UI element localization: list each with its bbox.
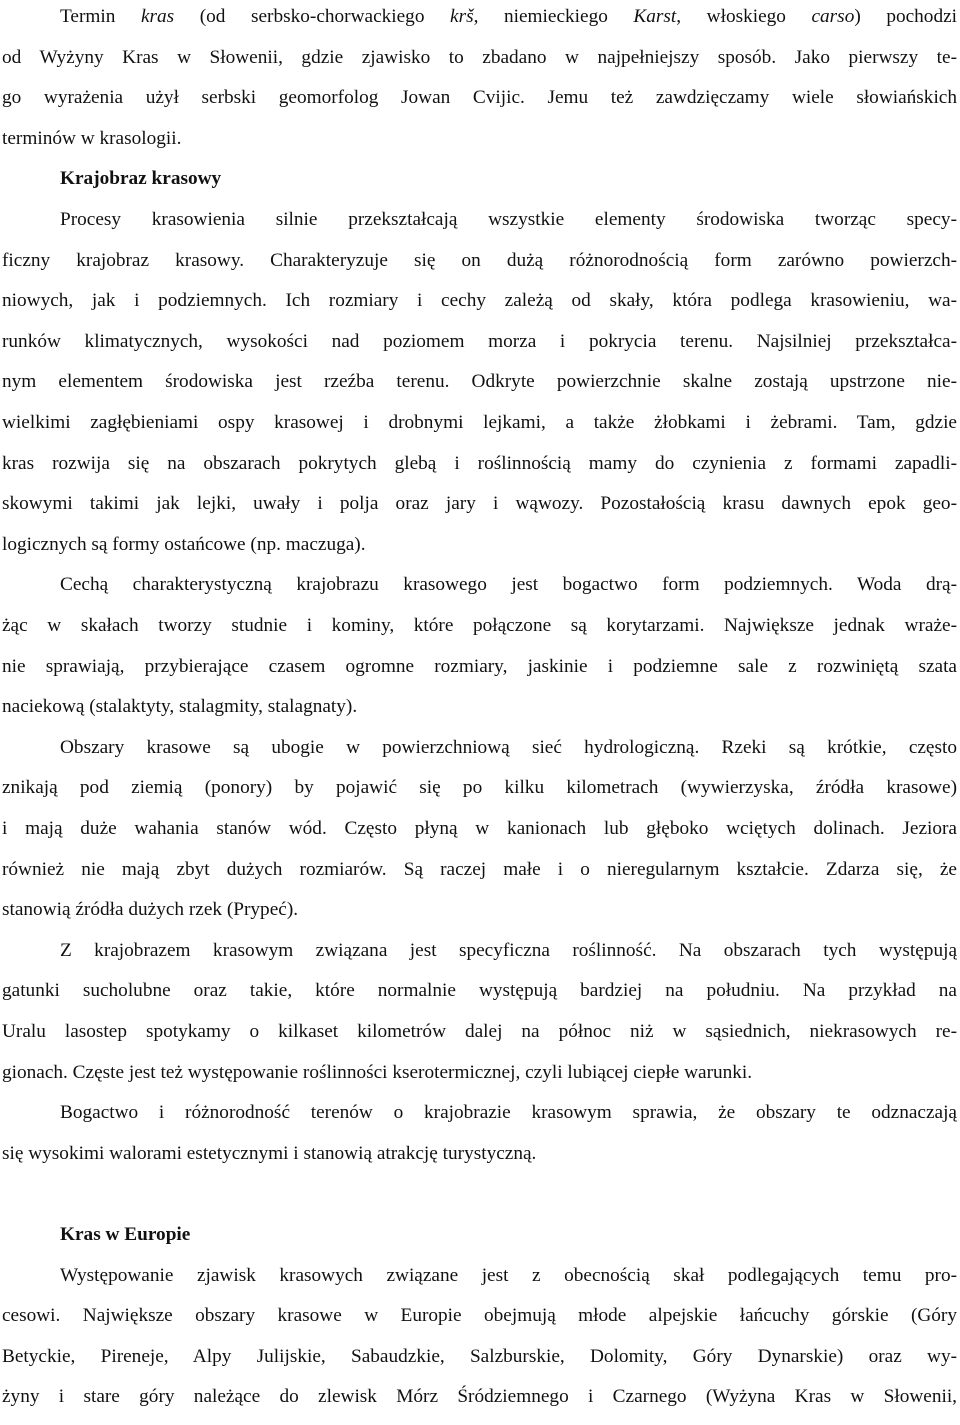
text-run: Z krajobrazem krasowym związana jest specyficzna roślinność. Na obszarach tych występują xyxy=(60,939,957,961)
text-run: znikają pod ziemią (ponory) by pojawić się po kilku kilometrach (wywierzyska, źródła krasowe) xyxy=(2,777,957,799)
text-run: od Wyżyny Kras w Słowenii, gdzie zjawisko to zbadano w najpełniejszy sposób. Jako pierwszy te- xyxy=(2,46,957,68)
text-run: wielkimi zagłębieniami ospy krasowej i drobnymi lejkami, a także żłobkami i żebrami. Tam, gdzie xyxy=(2,412,957,433)
italic-term: carso xyxy=(811,6,855,27)
text-line xyxy=(2,1299,957,1333)
text-line xyxy=(2,1380,957,1414)
text-run: żąc w skałach tworzy studnie i kominy, które połączone są korytarzami. Największe jednak wraże- xyxy=(2,615,957,636)
text-run: nym elementem środowiska jest rzeźba terenu. Odkryte powierzchnie skalne zostają upstrzone nie- xyxy=(2,371,957,393)
text-run: gionach. Częste jest też występowanie roślinności kserotermicznej, czyli lubiącej ciepłe warunki. xyxy=(2,1061,753,1083)
text-line xyxy=(2,325,957,359)
section-heading xyxy=(60,162,957,196)
italic-term: krš xyxy=(450,6,474,27)
text-line xyxy=(2,41,957,75)
text-run: ) pochodzi xyxy=(854,6,957,27)
text-line xyxy=(2,1015,957,1049)
text-line xyxy=(2,812,957,846)
italic-term: kras xyxy=(140,6,175,27)
text-run: ficzny krajobraz krasowy. Charakteryzuje się on dużą różnorodnością form zarówno powierzch- xyxy=(2,249,957,271)
text-run: nie sprawiają, przybierające czasem ogromne rozmiary, jaskinie i podziemne sale z rozwiniętą szata xyxy=(2,655,957,677)
text-run: Bogactwo i różnorodność terenów o krajobrazie krasowym sprawia, że obszary te odznaczają xyxy=(60,1102,957,1124)
text-run: Procesy krasowienia silnie przekształcają wszystkie elementy środowiska tworząc specy- xyxy=(60,209,957,230)
text-line xyxy=(60,1096,957,1130)
text-run: Występowanie zjawisk krasowych związane jest z obecnością skał podlegających temu pro- xyxy=(60,1264,957,1286)
text-run: niowych, jak i podziemnych. Ich rozmiary i cechy zależą od skały, która podlega krasowieniu, wa- xyxy=(2,290,957,312)
text-line xyxy=(60,203,957,237)
text-line xyxy=(2,690,957,724)
text-line xyxy=(2,650,957,684)
section-heading xyxy=(60,1218,957,1252)
text-run: terminów w krasologii. xyxy=(2,127,182,149)
text-run: , niemieckiego xyxy=(473,6,634,27)
text-line xyxy=(2,244,957,278)
text-line xyxy=(2,122,957,156)
text-line xyxy=(2,1056,957,1090)
text-run: go wyrażenia użył serbski geomorfolog Jowan Cvijic. Jemu też zawdzięczamy wiele słowiańskich xyxy=(2,87,957,109)
text-run: gatunki sucholubne oraz takie, które normalnie występują bardziej na południu. Na przykład na xyxy=(2,980,957,1002)
text-run: Uralu lasostep spotykamy o kilkaset kilometrów dalej na północ niż w sąsiednich, niekrasowych re- xyxy=(2,1021,957,1042)
text-line xyxy=(60,568,957,602)
text-run: Krajobraz krasowy xyxy=(60,168,222,190)
text-line xyxy=(2,974,957,1008)
text-line xyxy=(2,893,957,927)
text-line xyxy=(2,81,957,115)
text-run: i mają duże wahania stanów wód. Często płyną w kanionach lub głęboko wciętych dolinach. Jeziora xyxy=(2,818,957,839)
text-run: , włoskiego xyxy=(676,6,812,27)
text-run: Cechą charakterystyczną krajobrazu krasowego jest bogactwo form podziemnych. Woda drą- xyxy=(60,574,957,596)
text-line xyxy=(60,1259,957,1293)
text-line xyxy=(2,853,957,887)
text-line xyxy=(60,0,957,34)
text-line xyxy=(2,487,957,521)
text-run: runków klimatycznych, wysokości nad poziomem morza i pokrycia terenu. Najsilniej przekształca- xyxy=(2,330,957,352)
italic-term: Karst xyxy=(633,6,677,27)
text-run: się wysokimi walorami estetycznymi i stanowią atrakcję turystyczną. xyxy=(2,1142,537,1164)
text-run: logicznych są formy ostańcowe (np. maczuga). xyxy=(2,533,366,555)
text-run: naciekową (stalaktyty, stalagmity, stalagnaty). xyxy=(2,696,358,718)
text-run: Kras w Europie xyxy=(60,1224,191,1245)
text-run: żyny i stare góry należące do zlewisk Mórz Śródziemnego i Czarnego (Wyżyna Kras w Słowenii, xyxy=(2,1386,957,1408)
text-line xyxy=(2,1137,957,1171)
text-line xyxy=(2,406,957,440)
text-line xyxy=(60,934,957,968)
text-line xyxy=(2,771,957,805)
text-line xyxy=(60,731,957,765)
text-line xyxy=(2,365,957,399)
text-run: również nie mają zbyt dużych rozmiarów. Są raczej małe i o nieregularnym kształcie. Zdarza się, że xyxy=(2,858,957,880)
text-run: cesowi. Największe obszary krasowe w Europie obejmują młode alpejskie łańcuchy górskie (Góry xyxy=(2,1305,957,1327)
text-run: Obszary krasowe są ubogie w powierzchniową sieć hydrologiczną. Rzeki są krótkie, często xyxy=(60,736,957,758)
text-run: Termin xyxy=(60,6,141,27)
text-run: kras rozwija się na obszarach pokrytych glebą i roślinnością mamy do czynienia z formami zapadli- xyxy=(2,452,957,474)
text-line xyxy=(2,1340,957,1374)
text-line xyxy=(2,284,957,318)
text-line xyxy=(2,447,957,481)
text-run: (od serbsko-chorwackiego xyxy=(174,6,451,27)
text-run: skowymi takimi jak lejki, uwały i polja oraz jary i wąwozy. Pozostałością krasu dawnych epok geo- xyxy=(2,493,957,515)
text-line xyxy=(2,528,957,562)
text-run: Betyckie, Pireneje, Alpy Julijskie, Sabaudzkie, Salzburskie, Dolomity, Góry Dynarskie) oraz wy- xyxy=(2,1345,957,1367)
text-run: stanowią źródła dużych rzek (Prypeć). xyxy=(2,899,299,921)
text-line xyxy=(2,609,957,643)
